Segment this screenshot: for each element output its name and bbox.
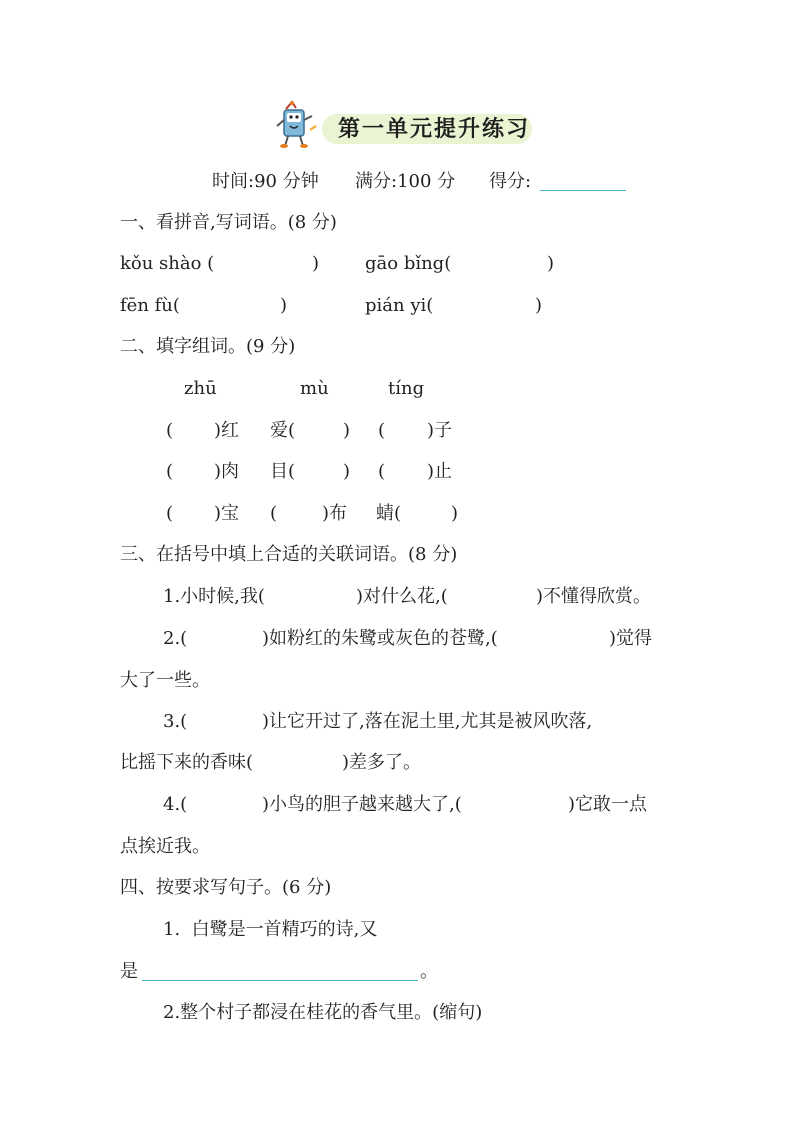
time-label: 时间:90 分钟 <box>212 171 319 192</box>
q4-s1-end: 。 <box>420 961 438 982</box>
q4-s1-start: 是 <box>120 961 138 982</box>
page-title: 第一单元提升练习 <box>338 116 531 142</box>
q2-cell: ) <box>343 461 351 482</box>
q3-s3-part: )让它开过了,落在泥土里,尤其是被风吹落, <box>262 711 593 732</box>
q2-cell: ( <box>378 461 386 482</box>
q1-item-close: ) <box>280 295 288 316</box>
q1-item-open: pián yi( <box>365 295 434 316</box>
q1-item-close: ) <box>547 253 555 274</box>
q3-s2-cont: 大了一些。 <box>120 670 210 691</box>
q1-item-close: ) <box>312 253 320 274</box>
q2-cell: ( <box>166 461 174 482</box>
q1-item-open: fēn fù( <box>120 295 180 316</box>
q3-s2-part: )如粉红的朱鹭或灰色的苍鹭,( <box>262 628 498 649</box>
title-block <box>272 100 572 152</box>
q2-cell: )肉 <box>214 461 240 482</box>
q3-s1-part: )不懂得欣赏。 <box>536 586 652 607</box>
q2-cell: )布 <box>322 503 348 524</box>
q3-s2-part: 2.( <box>163 628 188 649</box>
q3-s3-cont: )差多了。 <box>342 752 422 773</box>
q3-s4-part: )它敢一点 <box>568 794 648 815</box>
q4-s1: 1. 白鹭是一首精巧的诗,又 <box>163 919 378 940</box>
q4-s2: 2.整个村子都浸在桂花的香气里。(缩句) <box>163 1002 483 1023</box>
q4-heading: 四、按要求写句子。(6 分) <box>120 877 332 898</box>
q2-cell: 爱( <box>270 420 296 441</box>
q3-s3-part: 3.( <box>163 711 188 732</box>
q2-cell: ( <box>270 503 278 524</box>
q3-s2-part: )觉得 <box>609 628 653 649</box>
q2-cell: ( <box>378 420 386 441</box>
q2-cell: ) <box>451 503 459 524</box>
q3-s1-part: 1.小时候,我( <box>163 586 265 607</box>
q2-cell: )止 <box>427 461 453 482</box>
q2-cell: ) <box>343 420 351 441</box>
q2-cell: ( <box>166 420 174 441</box>
q3-s4-part: 4.( <box>163 794 188 815</box>
q3-s4-part: )小鸟的胆子越来越大了,( <box>262 794 462 815</box>
q2-pinyin: mù <box>300 378 329 399</box>
q1-item-close: ) <box>535 295 543 316</box>
q3-s3-cont: 比摇下来的香味( <box>120 752 254 773</box>
q2-cell: )宝 <box>214 503 240 524</box>
full-score-label: 满分:100 分 <box>355 171 456 192</box>
q2-pinyin: tíng <box>388 378 425 399</box>
q2-cell: 目( <box>270 461 296 482</box>
q1-item-open: kǒu shào ( <box>120 253 215 274</box>
score-label: 得分: <box>489 171 532 192</box>
book-mascot-icon <box>272 100 318 150</box>
q2-cell: 蜻( <box>376 503 402 524</box>
q4-answer-blank[interactable] <box>142 980 418 981</box>
q2-heading: 二、填字组词。(9 分) <box>120 336 296 357</box>
q3-s1-part: )对什么花,( <box>356 586 448 607</box>
q3-heading: 三、在括号中填上合适的关联词语。(8 分) <box>120 544 458 565</box>
q1-item-open: gāo bǐng( <box>365 253 452 274</box>
q2-pinyin: zhū <box>184 378 217 399</box>
q2-cell: ( <box>166 503 174 524</box>
q2-cell: )红 <box>214 420 240 441</box>
q2-cell: )子 <box>427 420 453 441</box>
q1-heading: 一、看拼音,写词语。(8 分) <box>120 212 337 233</box>
q3-s4-cont: 点挨近我。 <box>120 836 210 857</box>
score-blank[interactable] <box>540 190 626 191</box>
